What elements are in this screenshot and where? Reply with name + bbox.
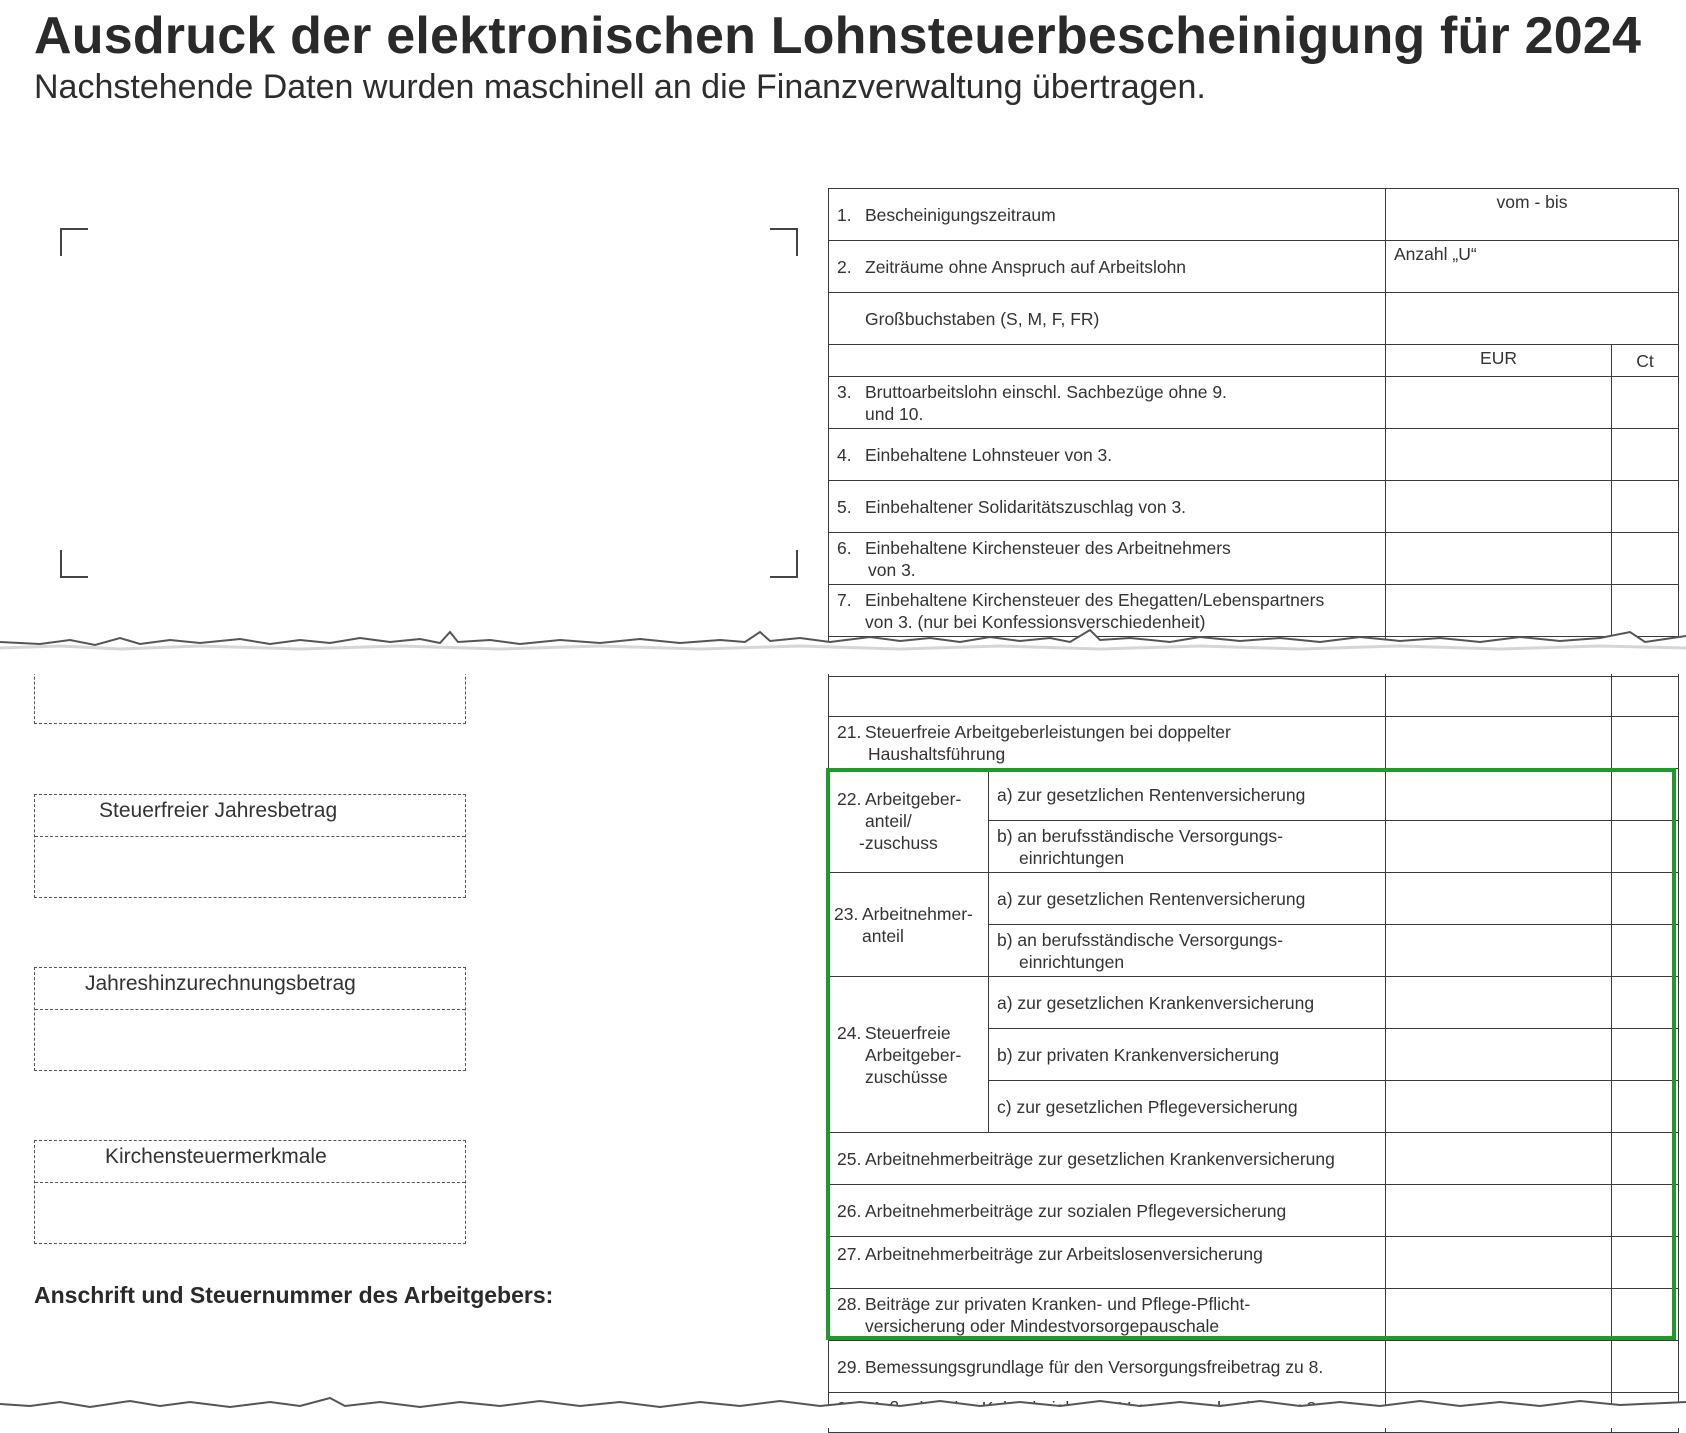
row-label: Großbuchstaben (S, M, F, FR) — [865, 308, 1100, 329]
table-row: 26. Arbeitnehmerbeiträge zur sozialen Pflegeversicherung — [829, 1185, 1679, 1237]
row-label: c) zur gesetzlichen Pflegeversicherung — [989, 1081, 1386, 1133]
row-label: a) zur gesetzlichen Rentenversicherung — [989, 769, 1386, 821]
column-header-count: Anzahl „U“ — [1386, 241, 1679, 293]
row-label: b) zur privaten Krankenversicherung — [989, 1029, 1386, 1081]
table-row — [829, 293, 1679, 345]
row-label: Bescheinigungszeitraum — [865, 204, 1056, 225]
table-row: 7. Einbehaltene Kirchensteuer des Ehegatten/Lebenspartners von 3. (nur bei Konfessionsverschiedenheit) — [829, 585, 1679, 637]
church-tax-features-box — [34, 1140, 466, 1244]
annual-addition-amount-box — [34, 967, 466, 1071]
page-subtitle: Nachstehende Daten wurden maschinell an die Finanzverwaltung übertragen. — [34, 68, 1206, 106]
table-header-row — [829, 345, 1679, 377]
table-row: 21. Steuerfreie Arbeitgeberleistungen bei doppelter Haushaltsführung — [829, 717, 1679, 769]
address-window-corner-top-right — [770, 228, 798, 256]
table-row: 27. Arbeitnehmerbeiträge zur Arbeitslosenversicherung — [829, 1237, 1679, 1289]
row-label: a) zur gesetzlichen Rentenversicherung — [989, 873, 1386, 925]
value-cell — [1386, 293, 1679, 345]
table-row: 6. Einbehaltene Kirchensteuer des Arbeitnehmers von 3. — [829, 533, 1679, 585]
table-row: 3. Bruttoarbeitslohn einschl. Sachbezüge ohne 9. und 10. — [829, 377, 1679, 429]
table-row: 4. Einbehaltene Lohnsteuer von 3. — [829, 429, 1679, 481]
table-row: 25. Arbeitnehmerbeiträge zur gesetzlichen Krankenversicherung — [829, 1133, 1679, 1185]
table-row: 2. Zeiträume ohne Anspruch auf Arbeitslohn Anzahl „U“ — [829, 241, 1679, 293]
church-tax-features-label: Kirchensteuermerkmale — [105, 1145, 327, 1168]
tax-free-annual-amount-label: Steuerfreier Jahresbetrag — [99, 799, 338, 822]
table-row: 22. Arbeitgeber- anteil/ -zuschuss a) zur gesetzlichen Rentenversicherung — [829, 769, 1679, 821]
page-title: Ausdruck der elektronischen Lohnsteuerbescheinigung für 2024 — [34, 7, 1642, 65]
table-row: b) an berufsständische Versorgungs- einrichtungen — [829, 925, 1679, 977]
table-row: 1. Bescheinigungszeitraum vom - bis — [829, 189, 1679, 241]
torn-edge-bottom — [0, 1392, 1686, 1428]
table-row: 23. Arbeitnehmer- anteil a) zur gesetzlichen Rentenversicherung — [829, 873, 1679, 925]
table-row: b) an berufsständische Versorgungs- einrichtungen — [829, 821, 1679, 873]
table-row: 29. Bemessungsgrundlage für den Versorgungsfreibetrag zu 8. — [829, 1341, 1679, 1393]
table-row: 24. Steuerfreie Arbeitgeber- zuschüsse a) zur gesetzlichen Krankenversicherung — [829, 977, 1679, 1029]
torn-edge-top — [0, 628, 1686, 674]
employer-address-label: Anschrift und Steuernummer des Arbeitgebers: — [34, 1282, 554, 1308]
row-label: a) zur gesetzlichen Krankenversicherung — [989, 977, 1386, 1029]
row-label: Zeiträume ohne Anspruch auf Arbeitslohn — [865, 256, 1187, 277]
table-row: 5. Einbehaltener Solidaritätszuschlag von 3. — [829, 481, 1679, 533]
address-window-corner-bottom-left — [60, 550, 88, 578]
annual-addition-amount-label: Jahreshinzurechnungsbetrag — [85, 972, 356, 995]
table-row: 28. Beiträge zur privaten Kranken- und Pflege-Pflicht- versicherung oder Mindestvorsorgepauschale — [829, 1289, 1679, 1341]
column-header-eur: EUR — [1386, 345, 1612, 377]
highlight-frame — [826, 768, 1676, 1340]
column-header-period: vom - bis — [1386, 189, 1679, 241]
tax-certificate-table-top — [828, 188, 1679, 677]
column-header-ct: Ct — [1612, 345, 1679, 377]
address-window-corner-bottom-right — [770, 550, 798, 578]
tax-free-annual-amount-box — [34, 794, 466, 898]
address-window-corner-top-left — [60, 228, 88, 256]
